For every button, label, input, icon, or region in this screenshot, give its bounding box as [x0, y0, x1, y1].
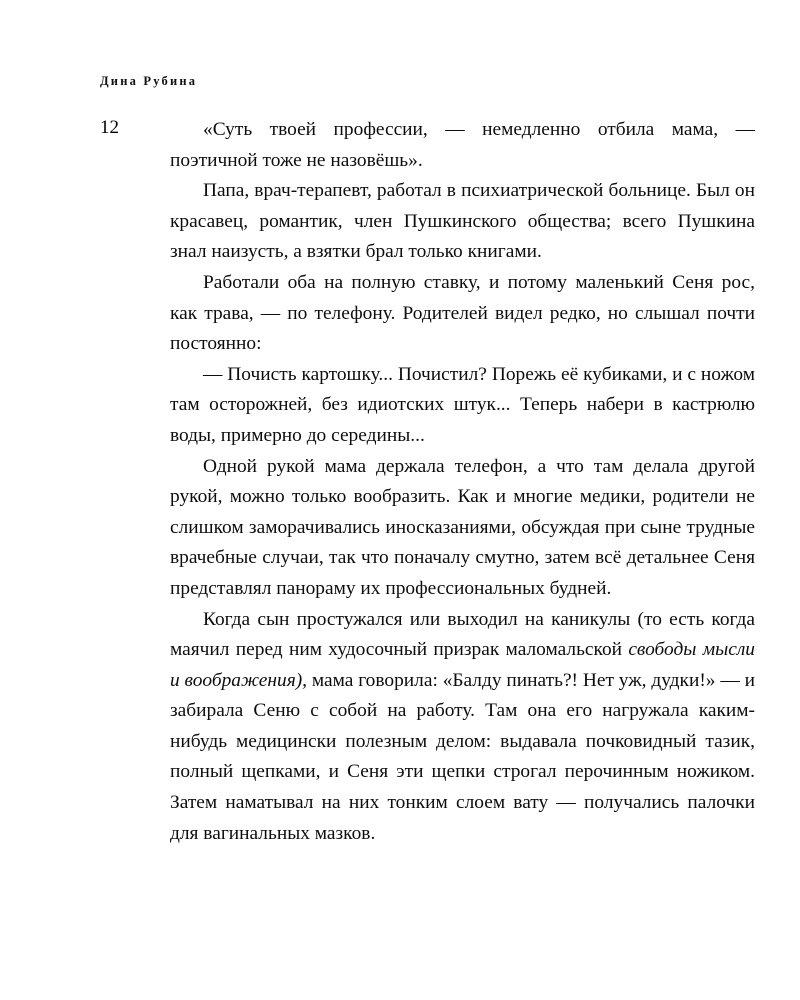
page-number: 12: [100, 117, 119, 138]
body-text: [170, 115, 755, 849]
paragraph: [170, 605, 755, 850]
text-run: Работали оба на полную ставку, и потому маленький Сеня рос, как трава, — по телефону. Родителей видел редко, но слышал почти постоянно:: [170, 271, 755, 355]
paragraph: [170, 176, 755, 268]
text-run: Когда сын простужался или выходил на каникулы (то есть когда маячил перед ним худосочный призрак маломальской: [170, 608, 755, 661]
paragraph: [170, 452, 755, 605]
running-head-author: Дина Рубина: [100, 74, 198, 88]
paragraph: [170, 360, 755, 452]
paragraph: [170, 115, 755, 176]
text-run: «Суть твоей профессии, — немедленно отбила мама, — поэтичной тоже не назовёшь».: [170, 119, 755, 171]
text-run: Папа, врач-терапевт, работал в психиатрической больнице. Был он красавец, романтик, член Пушкинского общества; всего Пушкина знал наизусть, а взятки брал только книгами.: [170, 180, 755, 263]
emphasis-text: свободы мысли и воображения),: [170, 639, 755, 691]
text-run: — Почисть картошку... Почистил? Порежь её кубиками, и с ножом там осторожней, без идиотских штук... Теперь набери в кастрюлю воды, примерно до середины...: [170, 363, 755, 446]
text-run: мама говорила: «Балду пинать?! Нет уж, дудки!» — и забирала Сеню с собой на работу. Там она его нагружала каким-нибудь медицински полезным делом: выдавала почковидный тазик, полный щепками, и Сеня эти щепки строгал перочинным ножиком. Затем наматывал на них тонким слоем вату — получались палочки для вагинальных мазков.: [170, 669, 755, 844]
paragraph: [170, 268, 755, 360]
text-run: Одной рукой мама держала телефон, а что там делала другой рукой, можно только вообразить. Как и многие медики, родители не слишком заморачивались иносказаниями, обсуждая при сыне трудные врачебные случаи, так что поначалу смутно, затем всё детальнее Сеня представлял панораму их профессиональных будней.: [170, 455, 755, 599]
